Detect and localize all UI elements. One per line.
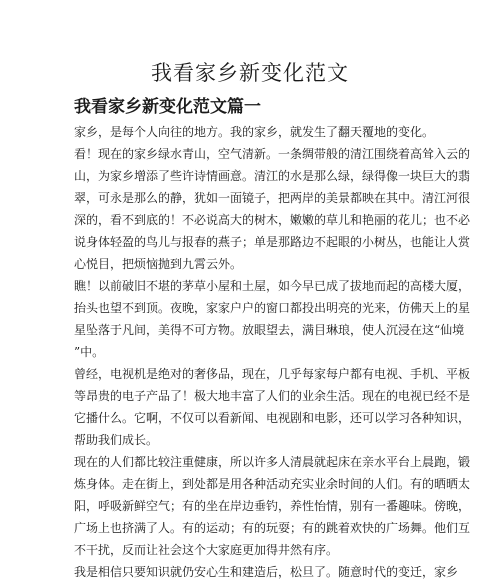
article-body	[74, 121, 471, 583]
text-line: 看！现在的家乡绿水青山，空气清新。一条绸带般的清江围绕着高耸入云的	[74, 147, 471, 161]
text-line: 不干扰，反而让社会这个大家庭更加得井然有序。	[74, 543, 339, 557]
text-line: 广场上也挤满了人。有的运动；有的玩耍；有的跳着欢快的广场舞。他们互	[74, 521, 471, 535]
text-line: 心悦目，把烦恼抛到九霄云外。	[74, 257, 243, 271]
text-line: ”中。	[74, 345, 105, 359]
text-line: 深的，看不到底的！不必说高大的树木，嫩嫩的草儿和艳丽的花儿；也不必	[74, 213, 471, 227]
text-line: 家乡，是每个人向往的地方。我的家乡，就发生了翻天覆地的变化。	[74, 125, 435, 139]
section-heading: 我看家乡新变化范文篇一	[74, 97, 261, 117]
text-line: 曾经，电视机是绝对的奢侈品，现在，几乎每家每户都有电视、手机、平板	[74, 367, 471, 381]
text-line: 等昂贵的电子产品了！极大地丰富了人们的业余生活。现在的电视已经不是	[74, 389, 471, 403]
text-line: 阳，呼吸新鲜空气；有的坐在岸边垂钓，养性怡情，别有一番趣味。傍晚，	[74, 499, 471, 513]
text-line: 山，为家乡增添了些许诗情画意。清江的水是那么绿，绿得像一块巨大的翡	[74, 169, 471, 183]
text-line: 炼身体。走在街上，到处都是用各种活动充实业余时间的人们。有的晒晒太	[74, 477, 471, 491]
paragraph-electronics	[74, 363, 471, 451]
document-title: 我看家乡新变化范文	[151, 61, 349, 85]
text-line: 帮助我们成长。	[74, 433, 159, 447]
text-line: 翠，可永是那么的静，犹如一面镜子，把两岸的美景都映在其中。清江河很	[74, 191, 471, 205]
paragraph-health	[74, 451, 471, 583]
text-line: 抬头也望不到顶。夜晚，家家户户的窗口都投出明亮的光来，仿佛天上的星	[74, 301, 471, 315]
paragraph-intro	[74, 121, 434, 143]
text-line: 它播什么。它啊，不仅可以看新闻、电视剧和电影，还可以学习各种知识，	[74, 411, 471, 425]
paragraph-buildings	[74, 275, 471, 363]
paragraph-scenery	[74, 143, 471, 275]
text-line: 瞧！以前破旧不堪的茅草小屋和土屋，如今早已成了拔地而起的高楼大厦，	[74, 279, 471, 293]
text-line: 现在的人们都比较注重健康，所以许多人清晨就起床在亲水平台上晨跑，锻	[74, 455, 471, 469]
text-line: 我是相信只要知识就仍安心生和建造后，松旦了。随意时代的变迁，家乡	[74, 565, 459, 579]
text-line: 星坠落于凡间，美得不可方物。放眼望去，满目琳琅，使人沉浸在这“仙境	[74, 323, 465, 337]
text-line: 说身体轻盈的鸟儿与报春的燕子；单是那路边不起眼的小树丛，也能让人赏	[74, 235, 471, 249]
